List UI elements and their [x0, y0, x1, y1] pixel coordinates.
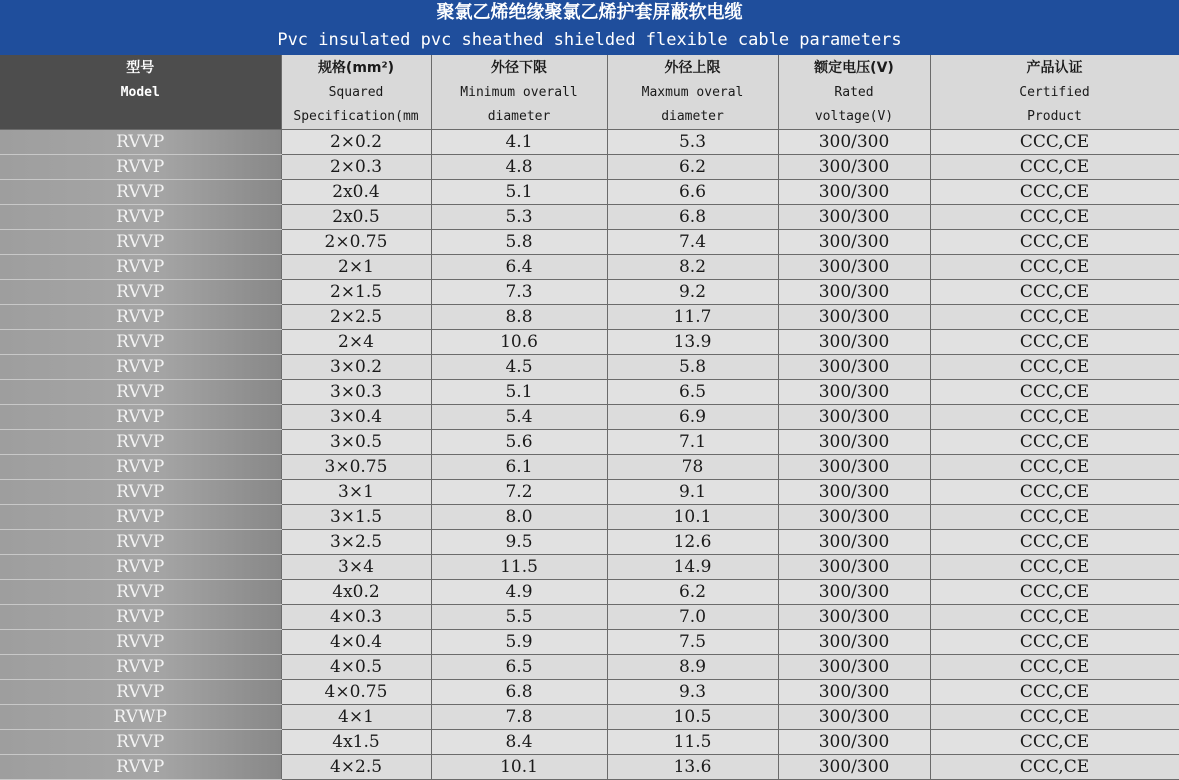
cell-spec: 4×1 — [281, 705, 431, 730]
cell-spec: 3×0.2 — [281, 355, 431, 380]
cell-voltage: 300/300 — [778, 155, 930, 180]
cell-min-diameter: 8.8 — [431, 305, 607, 330]
cell-certification: CCC,CE — [930, 180, 1179, 205]
header-max-diameter — [607, 55, 778, 130]
cell-spec: 2x0.5 — [281, 205, 431, 230]
header-spec — [281, 55, 431, 130]
header-voltage-en2: voltage(V) — [814, 109, 894, 124]
table-row — [0, 155, 1179, 180]
header-spec-cn: 规格(mm²) — [317, 60, 395, 76]
header-spec-en1: Squared — [328, 85, 384, 100]
cell-certification: CCC,CE — [930, 555, 1179, 580]
table-row — [0, 655, 1179, 680]
cell-min-diameter: 7.3 — [431, 280, 607, 305]
cell-model: RVVP — [0, 730, 281, 755]
cell-model: RVVP — [0, 505, 281, 530]
cell-voltage: 300/300 — [778, 180, 930, 205]
header-voltage-en1: Rated — [834, 85, 874, 100]
cell-certification: CCC,CE — [930, 455, 1179, 480]
cell-voltage: 300/300 — [778, 205, 930, 230]
table-row — [0, 705, 1179, 730]
cell-spec: 3×0.5 — [281, 430, 431, 455]
cell-min-diameter: 8.0 — [431, 505, 607, 530]
table-row — [0, 505, 1179, 530]
cell-certification: CCC,CE — [930, 430, 1179, 455]
cell-model: RVVP — [0, 680, 281, 705]
cell-min-diameter: 4.8 — [431, 155, 607, 180]
cell-spec: 3×0.3 — [281, 380, 431, 405]
cell-certification: CCC,CE — [930, 505, 1179, 530]
cell-voltage: 300/300 — [778, 680, 930, 705]
cell-certification: CCC,CE — [930, 655, 1179, 680]
cell-max-diameter: 78 — [607, 455, 778, 480]
table-row — [0, 355, 1179, 380]
cable-parameters-table — [0, 55, 1179, 780]
cell-max-diameter: 5.3 — [607, 130, 778, 155]
cell-max-diameter: 9.1 — [607, 480, 778, 505]
cell-min-diameter: 11.5 — [431, 555, 607, 580]
cell-spec: 2×0.3 — [281, 155, 431, 180]
cell-voltage: 300/300 — [778, 755, 930, 780]
cell-min-diameter: 7.8 — [431, 705, 607, 730]
cell-min-diameter: 5.5 — [431, 605, 607, 630]
cell-max-diameter: 6.6 — [607, 180, 778, 205]
cell-model: RVVP — [0, 580, 281, 605]
cell-voltage: 300/300 — [778, 405, 930, 430]
cell-max-diameter: 12.6 — [607, 530, 778, 555]
cell-spec: 4×2.5 — [281, 755, 431, 780]
cell-certification: CCC,CE — [930, 405, 1179, 430]
cell-voltage: 300/300 — [778, 505, 930, 530]
table-row — [0, 280, 1179, 305]
table-body — [0, 130, 1179, 780]
cell-spec: 3×1.5 — [281, 505, 431, 530]
header-max-en1: Maxmum overal — [641, 85, 744, 100]
cell-spec: 4x0.2 — [281, 580, 431, 605]
cell-certification: CCC,CE — [930, 730, 1179, 755]
header-max-cn: 外径上限 — [664, 60, 721, 76]
table-row — [0, 680, 1179, 705]
cell-min-diameter: 10.6 — [431, 330, 607, 355]
cell-max-diameter: 6.5 — [607, 380, 778, 405]
cell-max-diameter: 7.1 — [607, 430, 778, 455]
header-min-cn: 外径下限 — [491, 60, 547, 76]
table-row — [0, 255, 1179, 280]
table-row — [0, 205, 1179, 230]
cell-min-diameter: 9.5 — [431, 530, 607, 555]
cell-model: RVVP — [0, 605, 281, 630]
cell-max-diameter: 6.8 — [607, 205, 778, 230]
cell-max-diameter: 6.2 — [607, 155, 778, 180]
cell-spec: 3×0.75 — [281, 455, 431, 480]
header-max-en2: diameter — [661, 109, 724, 124]
cell-min-diameter: 7.2 — [431, 480, 607, 505]
cell-voltage: 300/300 — [778, 705, 930, 730]
cell-voltage: 300/300 — [778, 655, 930, 680]
cell-model: RVVP — [0, 555, 281, 580]
cell-min-diameter: 5.6 — [431, 430, 607, 455]
cell-model: RVVP — [0, 180, 281, 205]
cell-max-diameter: 7.4 — [607, 230, 778, 255]
cell-spec: 2×1 — [281, 255, 431, 280]
cell-max-diameter: 6.2 — [607, 580, 778, 605]
cell-model: RVVP — [0, 305, 281, 330]
table-row — [0, 630, 1179, 655]
header-model-cn: 型号 — [126, 60, 155, 76]
cell-voltage: 300/300 — [778, 355, 930, 380]
cell-max-diameter: 8.2 — [607, 255, 778, 280]
cell-model: RVWP — [0, 705, 281, 730]
cell-max-diameter: 10.1 — [607, 505, 778, 530]
cell-model: RVVP — [0, 280, 281, 305]
cell-model: RVVP — [0, 655, 281, 680]
cell-model: RVVP — [0, 630, 281, 655]
cell-max-diameter: 9.3 — [607, 680, 778, 705]
cell-min-diameter: 6.1 — [431, 455, 607, 480]
cell-min-diameter: 5.9 — [431, 630, 607, 655]
cell-model: RVVP — [0, 405, 281, 430]
cell-min-diameter: 5.3 — [431, 205, 607, 230]
cell-model: RVVP — [0, 455, 281, 480]
cell-min-diameter: 4.9 — [431, 580, 607, 605]
cell-model: RVVP — [0, 530, 281, 555]
cell-certification: CCC,CE — [930, 380, 1179, 405]
table-row — [0, 455, 1179, 480]
cell-certification: CCC,CE — [930, 705, 1179, 730]
cell-certification: CCC,CE — [930, 355, 1179, 380]
cell-model: RVVP — [0, 355, 281, 380]
cell-max-diameter: 7.5 — [607, 630, 778, 655]
cell-max-diameter: 14.9 — [607, 555, 778, 580]
cell-spec: 2×0.75 — [281, 230, 431, 255]
cell-model: RVVP — [0, 430, 281, 455]
cell-certification: CCC,CE — [930, 580, 1179, 605]
cell-spec: 2×0.2 — [281, 130, 431, 155]
table-row — [0, 555, 1179, 580]
cell-voltage: 300/300 — [778, 305, 930, 330]
cell-voltage: 300/300 — [778, 255, 930, 280]
cell-model: RVVP — [0, 330, 281, 355]
cell-model: RVVP — [0, 230, 281, 255]
cell-spec: 2×1.5 — [281, 280, 431, 305]
cell-model: RVVP — [0, 380, 281, 405]
cell-max-diameter: 9.2 — [607, 280, 778, 305]
cell-certification: CCC,CE — [930, 230, 1179, 255]
cell-voltage: 300/300 — [778, 630, 930, 655]
cell-certification: CCC,CE — [930, 630, 1179, 655]
cell-model: RVVP — [0, 155, 281, 180]
cell-min-diameter: 6.8 — [431, 680, 607, 705]
cell-max-diameter: 8.9 — [607, 655, 778, 680]
table-row — [0, 380, 1179, 405]
cell-max-diameter: 7.0 — [607, 605, 778, 630]
cell-voltage: 300/300 — [778, 330, 930, 355]
cell-spec: 4x1.5 — [281, 730, 431, 755]
header-certification — [930, 55, 1179, 130]
cell-certification: CCC,CE — [930, 155, 1179, 180]
cell-voltage: 300/300 — [778, 555, 930, 580]
table-row — [0, 580, 1179, 605]
title-chinese: 聚氯乙烯绝缘聚氯乙烯护套屏蔽软电缆 — [436, 2, 743, 23]
cell-min-diameter: 8.4 — [431, 730, 607, 755]
cell-voltage: 300/300 — [778, 280, 930, 305]
header-spec-en2: Specification(mm — [293, 109, 419, 124]
header-min-en2: diameter — [487, 109, 551, 124]
header-cert-cn: 产品认证 — [1026, 60, 1083, 76]
cell-max-diameter: 13.6 — [607, 755, 778, 780]
header-cert-en1: Certified — [1019, 85, 1090, 100]
header-voltage — [778, 55, 930, 130]
cell-voltage: 300/300 — [778, 480, 930, 505]
cell-max-diameter: 13.9 — [607, 330, 778, 355]
cell-min-diameter: 4.1 — [431, 130, 607, 155]
cell-max-diameter: 11.7 — [607, 305, 778, 330]
cell-spec: 4×0.4 — [281, 630, 431, 655]
cell-certification: CCC,CE — [930, 605, 1179, 630]
cell-voltage: 300/300 — [778, 530, 930, 555]
cell-spec: 3×2.5 — [281, 530, 431, 555]
cell-model: RVVP — [0, 255, 281, 280]
cell-spec: 3×4 — [281, 555, 431, 580]
cell-voltage: 300/300 — [778, 455, 930, 480]
cell-voltage: 300/300 — [778, 580, 930, 605]
table-row — [0, 230, 1179, 255]
cell-min-diameter: 5.1 — [431, 180, 607, 205]
header-min-en1: Minimum overall — [460, 85, 578, 100]
cell-certification: CCC,CE — [930, 280, 1179, 305]
cell-certification: CCC,CE — [930, 530, 1179, 555]
cell-min-diameter: 10.1 — [431, 755, 607, 780]
cell-certification: CCC,CE — [930, 130, 1179, 155]
cell-model: RVVP — [0, 480, 281, 505]
table-row — [0, 330, 1179, 355]
cell-certification: CCC,CE — [930, 680, 1179, 705]
cell-voltage: 300/300 — [778, 380, 930, 405]
cell-certification: CCC,CE — [930, 755, 1179, 780]
cell-max-diameter: 6.9 — [607, 405, 778, 430]
cell-voltage: 300/300 — [778, 230, 930, 255]
cell-spec: 4×0.3 — [281, 605, 431, 630]
title-english: Pvc insulated pvc sheathed shielded flexible cable parameters — [277, 30, 902, 50]
header-model — [0, 55, 281, 130]
title-banner — [0, 0, 1179, 55]
cell-spec: 3×1 — [281, 480, 431, 505]
cell-min-diameter: 4.5 — [431, 355, 607, 380]
cell-certification: CCC,CE — [930, 480, 1179, 505]
cell-model: RVVP — [0, 205, 281, 230]
cell-min-diameter: 6.4 — [431, 255, 607, 280]
cell-max-diameter: 5.8 — [607, 355, 778, 380]
table-row — [0, 305, 1179, 330]
table-row — [0, 480, 1179, 505]
header-min-diameter — [431, 55, 607, 130]
cell-certification: CCC,CE — [930, 205, 1179, 230]
header-model-en: Model — [120, 85, 160, 100]
cell-voltage: 300/300 — [778, 430, 930, 455]
cell-certification: CCC,CE — [930, 255, 1179, 280]
table-row — [0, 405, 1179, 430]
table-row — [0, 430, 1179, 455]
cell-spec: 4×0.75 — [281, 680, 431, 705]
cell-certification: CCC,CE — [930, 330, 1179, 355]
cell-voltage: 300/300 — [778, 730, 930, 755]
cell-min-diameter: 5.8 — [431, 230, 607, 255]
cell-spec: 2x0.4 — [281, 180, 431, 205]
cell-model: RVVP — [0, 755, 281, 780]
cell-voltage: 300/300 — [778, 605, 930, 630]
table-row — [0, 730, 1179, 755]
table-row — [0, 755, 1179, 780]
cell-max-diameter: 11.5 — [607, 730, 778, 755]
cell-spec: 2×4 — [281, 330, 431, 355]
cell-voltage: 300/300 — [778, 130, 930, 155]
cell-min-diameter: 6.5 — [431, 655, 607, 680]
cell-min-diameter: 5.4 — [431, 405, 607, 430]
table-row — [0, 180, 1179, 205]
table-row — [0, 530, 1179, 555]
cell-max-diameter: 10.5 — [607, 705, 778, 730]
table-header-row — [0, 55, 1179, 130]
cell-certification: CCC,CE — [930, 305, 1179, 330]
header-cert-en2: Product — [1027, 109, 1082, 124]
cell-spec: 2×2.5 — [281, 305, 431, 330]
cell-min-diameter: 5.1 — [431, 380, 607, 405]
table-row — [0, 605, 1179, 630]
header-voltage-cn: 额定电压(V) — [814, 60, 894, 76]
cell-spec: 3×0.4 — [281, 405, 431, 430]
table-row — [0, 130, 1179, 155]
cell-spec: 4×0.5 — [281, 655, 431, 680]
cell-model: RVVP — [0, 130, 281, 155]
